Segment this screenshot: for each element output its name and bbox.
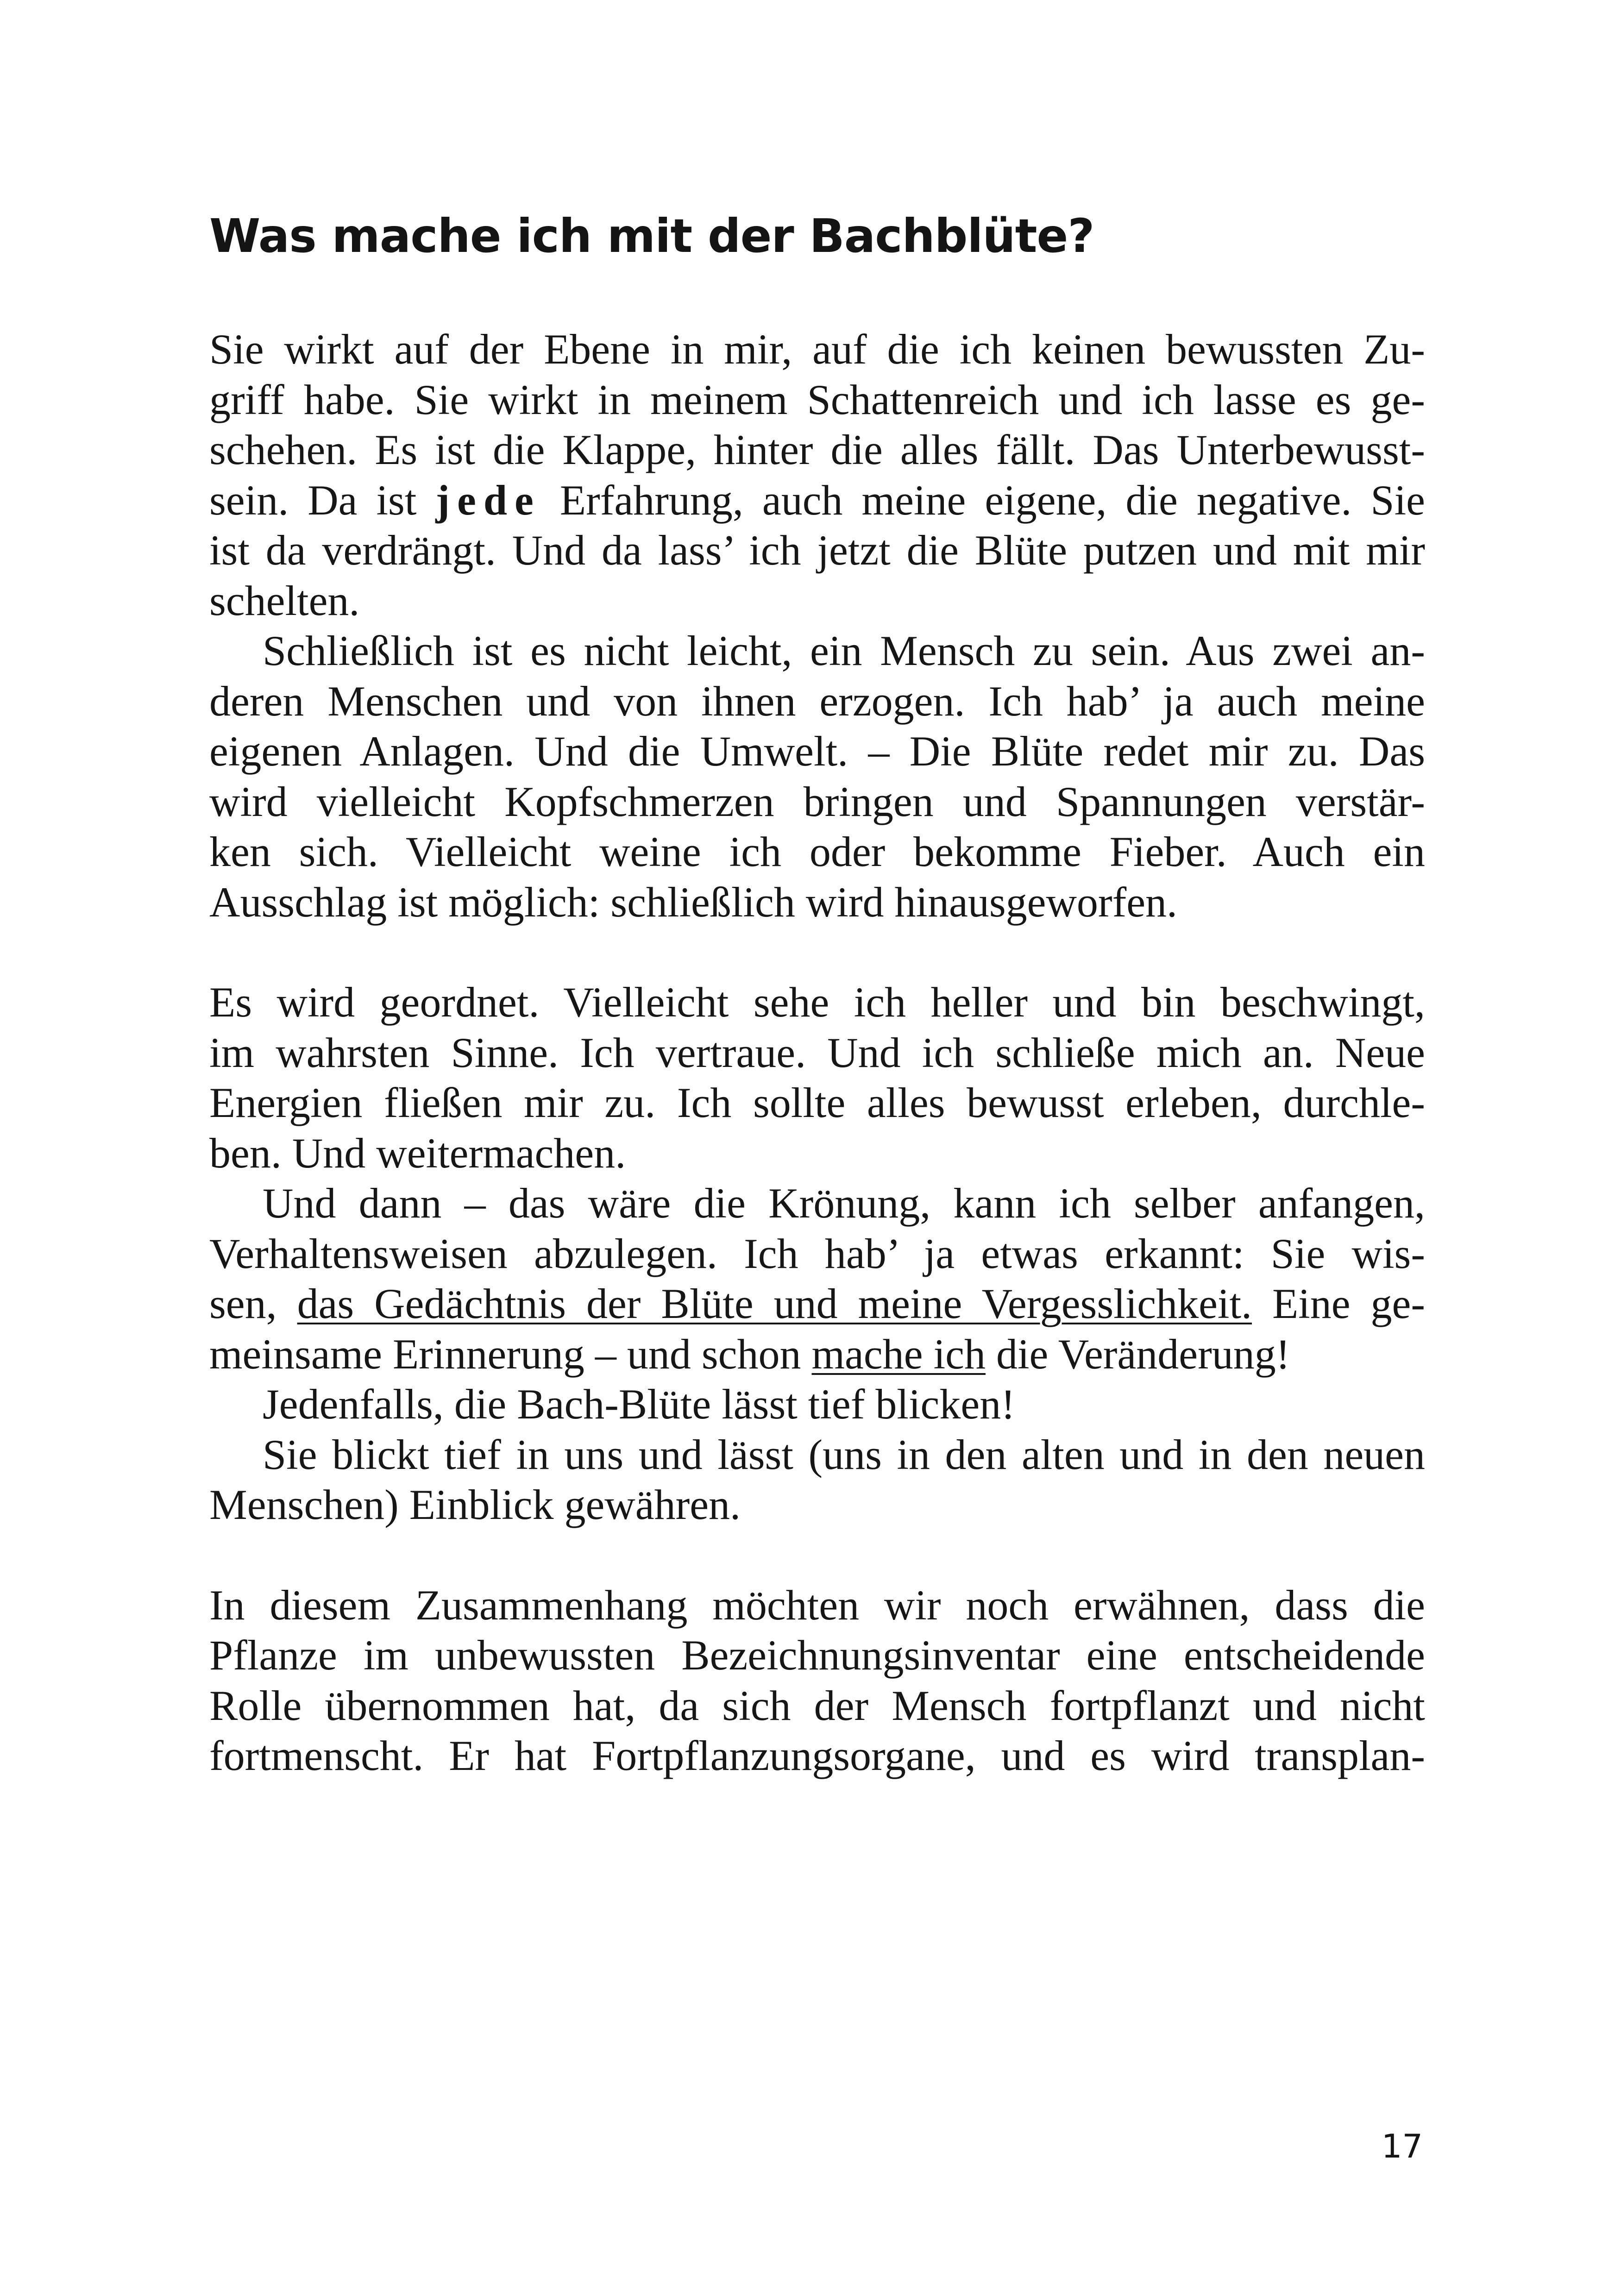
text-line: ben. Und weitermachen. (209, 1129, 626, 1177)
text-line: griff habe. Sie wirkt in meinem Schattenreich und ich lasse es ge- (209, 376, 1425, 423)
paragraph-4 (209, 1178, 1425, 1379)
text-run: sen, (209, 1280, 297, 1327)
text-line: schehen. Es ist die Klappe, hinter die alles fällt. Das Unterbewusst- (209, 426, 1425, 473)
text-line: Und dann – das wäre die Krönung, kann ich selber anfangen, (263, 1179, 1425, 1227)
text-line: Schließlich ist es nicht leicht, ein Mensch zu sein. Aus zwei an- (263, 627, 1425, 674)
text-line: deren Menschen und von ihnen erzogen. Ich hab’ ja auch meine (209, 677, 1425, 725)
underlined-phrase: das Gedächtnis der Blüte und meine Vergesslichkeit. (297, 1280, 1252, 1327)
text-line: wird vielleicht Kopfschmerzen bringen und Spannungen verstär- (209, 778, 1425, 825)
body-text (209, 324, 1425, 1781)
text-line: ist da verdrängt. Und da lass’ ich jetzt die Blüte putzen und mit mir (209, 527, 1425, 574)
paragraph-6 (209, 1430, 1425, 1530)
text-line: Sie blickt tief in uns und lässt (uns in den alten und in den neuen (263, 1430, 1425, 1478)
paragraph-1 (209, 324, 1425, 626)
text-line: schelten. (209, 577, 360, 624)
section-heading: Was mache ich mit der Bachblüte? (209, 209, 1094, 263)
text-run: Eine ge- (1252, 1280, 1425, 1327)
text-line: Jedenfalls, die Bach-Blüte lässt tief blicken! (263, 1380, 1015, 1428)
text-line: Verhaltensweisen abzulegen. Ich hab’ ja etwas erkannt: Sie wis- (209, 1230, 1425, 1277)
text-line: Pflanze im unbewussten Bezeichnungsinventar eine entscheidende (209, 1631, 1425, 1679)
text-run: Erfahrung, auch meine eigene, die negative. Sie (540, 476, 1425, 524)
text-line: Ausschlag ist möglich: schließlich wird hinausgeworfen. (209, 878, 1178, 926)
text-line: im wahrsten Sinne. Ich vertraue. Und ich schließe mich an. Neue (209, 1029, 1425, 1076)
text-line: fortmenscht. Er hat Fortpflanzungsorgane, und es wird transplan- (209, 1732, 1425, 1779)
underlined-phrase: mache ich (811, 1330, 986, 1378)
text-line: Rolle übernommen hat, da sich der Mensch fortpflanzt und nicht (209, 1681, 1425, 1729)
text-line: eigenen Anlagen. Und die Umwelt. – Die Blüte redet mir zu. Das (209, 728, 1425, 775)
text-line (209, 1279, 1425, 1329)
paragraph-gap (209, 1530, 1425, 1580)
text-line: In diesem Zusammenhang möchten wir noch erwähnen, dass die (209, 1581, 1425, 1629)
text-line (209, 475, 1425, 526)
text-run: die Veränderung! (985, 1330, 1290, 1378)
paragraph-5 (209, 1379, 1425, 1430)
text-line: Menschen) Einblick gewähren. (209, 1481, 741, 1528)
text-line (209, 1329, 1425, 1380)
emphasized-word: jede (435, 476, 541, 524)
text-run: meinsame Erinnerung – und schon (209, 1330, 812, 1378)
page-number: 17 (1381, 2127, 1423, 2165)
paragraph-7 (209, 1580, 1425, 1781)
text-line: Energien fließen mir zu. Ich sollte alles bewusst erleben, durchle- (209, 1079, 1425, 1126)
paragraph-3 (209, 977, 1425, 1178)
text-line: ken sich. Vielleicht weine ich oder bekomme Fieber. Auch ein (209, 828, 1425, 875)
text-line: Sie wirkt auf der Ebene in mir, auf die ich keinen bewussten Zu- (209, 326, 1425, 373)
text-line: Es wird geordnet. Vielleicht sehe ich heller und bin beschwingt, (209, 979, 1425, 1026)
paragraph-gap (209, 927, 1425, 977)
text-run: sein. Da ist (209, 476, 436, 524)
paragraph-2 (209, 626, 1425, 927)
